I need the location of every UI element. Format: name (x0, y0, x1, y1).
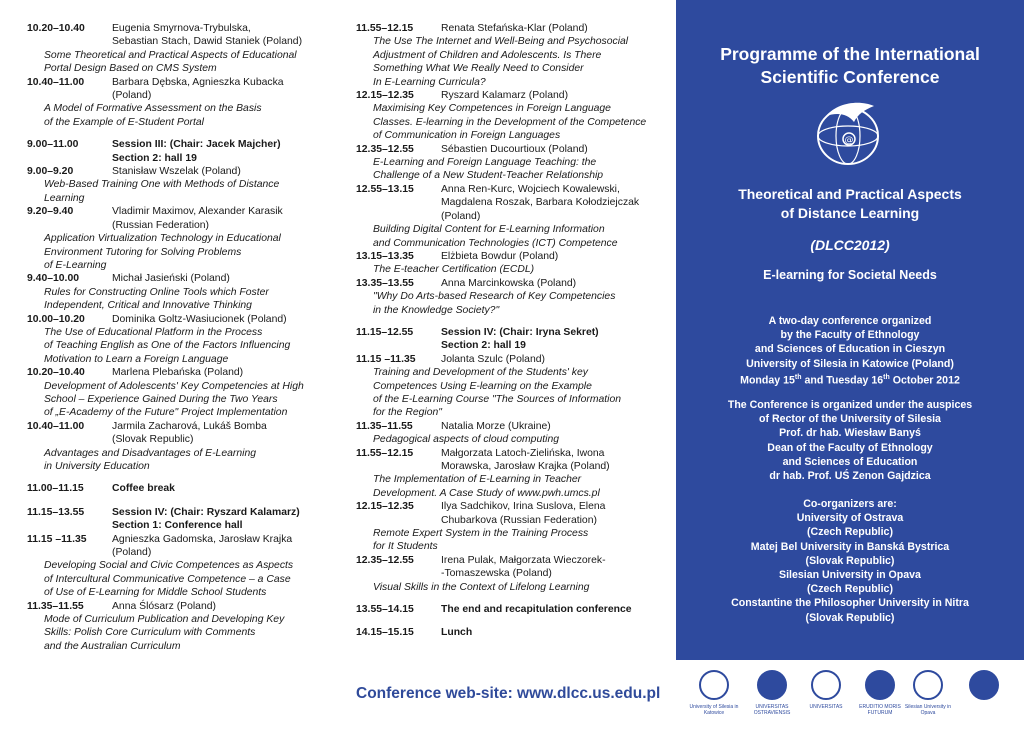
universitas-seal-logo (800, 668, 852, 710)
talk-title (356, 473, 661, 500)
title-line: Visual Skills in the Context of Lifelong Learning (373, 581, 590, 593)
university-of-silesia-icon (694, 668, 734, 702)
talk-slot (27, 420, 327, 447)
talk-slot (356, 420, 661, 433)
session-line: Coffee break (112, 483, 175, 495)
title-line: Mode of Curriculum Publication and Developing Key (44, 614, 285, 626)
talk-title (27, 286, 327, 313)
speaker-line: Morawska, Jarosław Krajka (Poland) (441, 461, 610, 472)
session-time: 14.15–15.15 (356, 627, 414, 639)
session-slot (356, 626, 661, 639)
title-line: Challenge of a New Student-Teacher Relationship (373, 170, 604, 182)
talk-speakers (112, 76, 327, 103)
logo-caption: ERUDITIO MORIS FUTURUM (859, 704, 901, 716)
title-line: The Use The Internet and Well-Being and Psychosocial (373, 36, 629, 48)
title-line: Adjustment of Children and Adolescents. Is There (373, 49, 602, 61)
talk-entry (356, 554, 661, 594)
talk-speakers (441, 183, 661, 223)
speaker-line: (Poland) (441, 210, 481, 222)
speaker-line: Ilya Sadchikov, Irina Suslova, Elena (441, 501, 606, 513)
title-line: Independent, Critical and Innovative Thinking (44, 300, 252, 312)
talk-speakers (112, 366, 327, 379)
talk-slot (356, 353, 661, 366)
title-line: and the Australian Curriculum (44, 640, 181, 652)
talk-title (356, 290, 661, 317)
talk-title (27, 559, 327, 599)
talk-time: 10.20–10.40 (27, 23, 85, 34)
title-line: Training and Development of the Students' key (373, 367, 588, 379)
talk-title (356, 263, 661, 276)
talk-speakers (112, 600, 327, 613)
talk-title (356, 102, 661, 142)
talk-entry (27, 165, 327, 205)
session-line: Lunch (441, 627, 473, 639)
logo-caption: Silesian University in Opava (904, 704, 952, 716)
session-block (356, 326, 661, 353)
talk-entry (356, 353, 661, 420)
talk-entry (27, 600, 327, 654)
talk-speakers (441, 500, 661, 527)
speaker-line: Eugenia Smyrnova-Trybulska, (112, 23, 251, 34)
session-line: Session IV: (Chair: Ryszard Kalamarz) (112, 506, 300, 518)
talk-slot (27, 76, 327, 103)
speaker-line: Natalia Morze (Ukraine) (441, 420, 551, 432)
session-info (112, 506, 327, 533)
panel-line: (Czech Republic) (807, 583, 893, 596)
title-line: Remote Expert System in the Training Process (373, 528, 589, 540)
talk-title (27, 49, 327, 76)
talk-time: 9.20–9.40 (27, 206, 74, 218)
talk-speakers (441, 250, 661, 263)
talk-slot (356, 447, 661, 474)
nitra-university-seal-logo (958, 668, 1010, 704)
talk-slot (356, 250, 661, 263)
session-slot (356, 603, 661, 616)
logo-caption: University of Silesia in Katowice (689, 704, 739, 716)
speaker-line: -Tomaszewska (Poland) (441, 568, 552, 580)
talk-speakers (441, 277, 661, 290)
panel-line: and Sciences of Education in Cieszyn (754, 343, 946, 356)
panel-line: and Sciences of Education (782, 455, 918, 468)
session-time: 9.00–11.00 (27, 139, 79, 151)
speaker-line: Magdalena Roszak, Barbara Kołodziejczak (441, 197, 640, 209)
talk-speakers (441, 554, 661, 581)
session-block (27, 138, 327, 165)
conference-subtitle: Theoretical and Practical Aspects of Distance Learning (738, 186, 962, 221)
nitra-university-seal-icon (964, 668, 1004, 702)
title-line: in University Education (44, 461, 150, 472)
panel-line: Monday 15th and Tuesday 16th October 2012 (740, 373, 960, 387)
title-line: "Why Do Arts-based Research of Key Competencies (373, 291, 616, 303)
session-info (112, 482, 327, 495)
session-slot (27, 138, 327, 165)
universitas-seal-icon (806, 668, 846, 702)
speaker-line: Sebastian Stach, Dawid Staniek (Poland) (112, 36, 303, 48)
talk-speakers (112, 22, 327, 49)
talk-title (27, 380, 327, 420)
title-line: of Teaching English as One of the Factors Influencing (44, 340, 291, 352)
speaker-line: Chubarkova (Russian Federation) (441, 514, 597, 526)
title-line: Development. A Case Study of www.pwh.umcs.pl (373, 487, 600, 499)
panel-line: Matej Bel University in Banská Bystrica (750, 540, 950, 553)
panel-line: (Slovak Republic) (805, 554, 895, 567)
session-time: 11.00–11.15 (27, 483, 84, 495)
title-line: in the Knowledge Society?" (373, 304, 500, 316)
session-line: Session III: (Chair: Jacek Majcher) (112, 139, 281, 151)
talk-title (356, 35, 661, 89)
programme-title: Programme of the International Scientific Conference (720, 44, 980, 87)
title-line: of „E-Academy of the Future" Project Implementation (44, 407, 288, 419)
title-line: Rules for Constructing Online Tools which Foster (44, 286, 269, 298)
session-block (27, 506, 327, 533)
talk-speakers (441, 420, 661, 433)
title-line: Maximising Key Competences in Foreign Language (373, 103, 611, 115)
talk-time: 12.55–13.15 (356, 183, 414, 195)
title-line: of Communication in Foreign Languages (373, 130, 561, 142)
talk-title (356, 156, 661, 183)
talk-time: 11.15 –11.35 (356, 353, 416, 365)
talk-speakers (441, 89, 661, 102)
talk-time: 11.55–12.15 (356, 447, 414, 459)
talk-time: 12.15–12.35 (356, 501, 414, 513)
talk-time: 12.15–12.35 (356, 90, 414, 102)
title-line: The Implementation of E-Learning in Teacher (373, 474, 582, 486)
panel-line: of Rector of the University of Silesia (759, 413, 941, 426)
title-line: of Use of E-Learning for Middle School Students (44, 587, 267, 599)
panel-line: (Czech Republic) (807, 526, 893, 539)
eruditio-moris-futurum-logo (854, 668, 906, 716)
speaker-line: Renata Stefańska-Klar (Poland) (441, 23, 588, 34)
auspices-info (676, 398, 1024, 483)
talk-speakers (112, 313, 327, 326)
silesian-university-opava-logo (902, 668, 954, 716)
talk-entry (27, 22, 327, 76)
talk-slot (27, 205, 327, 232)
title-line: Application Virtualization Technology in Educational (44, 233, 281, 245)
session-info (441, 603, 661, 616)
universitas-ostraviensis-icon (752, 668, 792, 702)
talk-speakers (441, 353, 661, 366)
speaker-line: (Poland) (112, 90, 152, 102)
session-line: Section 1: Conference hall (112, 520, 243, 532)
programme-column-left (27, 22, 327, 653)
title-line: for the Region" (373, 407, 442, 419)
talk-speakers (112, 205, 327, 232)
session-block (356, 626, 661, 639)
talk-slot (356, 277, 661, 290)
session-line: The end and recapitulation conference (441, 604, 632, 616)
talk-time: 10.00–10.20 (27, 313, 85, 325)
talk-entry (27, 313, 327, 367)
universitas-ostraviensis-logo (746, 668, 798, 716)
speaker-line: Stanisław Wszelak (Poland) (112, 166, 241, 178)
speaker-line: Ryszard Kalamarz (Poland) (441, 90, 569, 102)
talk-slot (356, 554, 661, 581)
speaker-line: Barbara Dębska, Agnieszka Kubacka (112, 76, 284, 88)
talk-slot (27, 165, 327, 178)
panel-line: The Conference is organized under the auspices (727, 399, 973, 411)
session-info (441, 626, 661, 639)
university-of-silesia-logo (688, 668, 740, 716)
talk-slot (27, 533, 327, 560)
talk-slot (356, 89, 661, 102)
talk-entry (27, 366, 327, 420)
speaker-line: (Russian Federation) (112, 219, 210, 231)
speaker-line: Anna Marcinkowska (Poland) (441, 277, 577, 289)
title-line: The Use of Educational Platform in the Process (44, 326, 263, 338)
panel-line: (Slovak Republic) (805, 611, 895, 624)
talk-slot (356, 143, 661, 156)
talk-time: 9.00–9.20 (27, 166, 74, 178)
talk-title (27, 178, 327, 205)
speaker-line: Dominika Goltz-Wasiucionek (Poland) (112, 313, 287, 325)
session-info (112, 138, 327, 165)
talk-slot (27, 313, 327, 326)
title-line: of Intercultural Communicative Competence – a Case (44, 573, 291, 585)
talk-title (27, 102, 327, 129)
talk-entry (356, 277, 661, 317)
title-line: for It Students (373, 541, 438, 553)
coorganizers-info (676, 497, 1024, 625)
title-line: Advantages and Disadvantages of E-Learning (44, 447, 256, 459)
title-line: Portal Design Based on CMS System (44, 63, 217, 75)
session-slot (27, 506, 327, 533)
talk-time: 12.35–12.55 (356, 554, 414, 566)
panel-line: Silesian University in Opava (779, 569, 921, 582)
speaker-line: Michał Jasieński (Poland) (112, 273, 230, 285)
talk-time: 10.20–10.40 (27, 367, 85, 379)
conference-globe-dove-icon (808, 96, 888, 168)
title-line: Classes. E-learning in the Development of the Competence (373, 116, 647, 128)
partner-logos-strip (676, 660, 1024, 730)
speaker-line: Elżbieta Bowdur (Poland) (441, 250, 559, 262)
title-line: Motivation to Learn a Foreign Language (44, 353, 229, 365)
session-slot (27, 482, 327, 495)
panel-line: Co-organizers are: (803, 498, 897, 510)
talk-title (356, 527, 661, 554)
talk-title (27, 326, 327, 366)
panel-line: A two-day conference organized (768, 315, 932, 327)
talk-entry (356, 183, 661, 250)
title-line: School – Experience Gained During the Two Years (44, 393, 278, 405)
talk-entry (356, 250, 661, 277)
speaker-line: Agnieszka Gadomska, Jarosław Krajka (112, 533, 293, 545)
talk-entry (27, 533, 327, 600)
conference-tagline: E-learning for Societal Needs (763, 268, 937, 282)
talk-entry (356, 420, 661, 447)
speaker-line: Anna Ren-Kurc, Wojciech Kowalewski, (441, 183, 620, 195)
session-time: 11.15–12.55 (356, 326, 414, 338)
title-line: Pedagogical aspects of cloud computing (373, 434, 559, 446)
talk-title (27, 232, 327, 272)
title-line: Environment Tutoring for Solving Problems (44, 246, 242, 258)
title-line: of the Example of E-Student Portal (44, 116, 204, 128)
session-time: 13.55–14.15 (356, 604, 414, 616)
programme-column-right (356, 22, 661, 640)
talk-entry (356, 447, 661, 501)
talk-title (356, 223, 661, 250)
talk-speakers (112, 420, 327, 447)
panel-line: University of Silesia in Katowice (Poland) (746, 357, 954, 370)
title-line: Learning (44, 192, 85, 204)
talk-speakers (112, 533, 327, 560)
panel-line: Prof. dr hab. Wiesław Banyś (779, 427, 921, 440)
session-line: Section 2: hall 19 (441, 340, 526, 352)
talk-title (356, 366, 661, 420)
talk-slot (27, 272, 327, 285)
title-line: Skills: Polish Core Curriculum with Comments (44, 627, 256, 639)
speaker-line: Anna Ślósarz (Poland) (112, 600, 216, 612)
talk-slot (356, 22, 661, 35)
talk-time: 9.40–10.00 (27, 273, 80, 285)
talk-time: 10.40–11.00 (27, 76, 85, 88)
title-line: and Communication Technologies (ICT) Competence (373, 237, 618, 249)
talk-entry (356, 500, 661, 554)
logo-caption: UNIVERSITAS OSTRAVIENSIS (753, 704, 791, 716)
talk-time: 11.15 –11.35 (27, 533, 87, 545)
session-line: Section 2: hall 19 (112, 152, 197, 164)
talk-time: 11.35–11.55 (356, 420, 413, 432)
talk-title (27, 613, 327, 653)
title-line: Some Theoretical and Practical Aspects of Educational (44, 49, 297, 61)
talk-speakers (112, 272, 327, 285)
speaker-line: (Slovak Republic) (112, 434, 194, 446)
talk-slot (356, 500, 661, 527)
talk-slot (356, 183, 661, 223)
talk-slot (27, 366, 327, 379)
title-line: Competences Using E-learning on the Example (373, 380, 592, 392)
speaker-line: Irena Pulak, Małgorzata Wieczorek- (441, 554, 606, 566)
conference-website[interactable]: Conference web-site: www.dlcc.us.edu.pl (356, 685, 661, 702)
title-line: E-Learning and Foreign Language Teaching: the (373, 157, 597, 169)
title-line: Something What We Really Need to Consider (373, 63, 584, 75)
panel-line: dr hab. Prof. UŚ Zenon Gajdzica (769, 470, 931, 483)
talk-title (27, 447, 327, 474)
title-line: A Model of Formative Assessment on the Basis (44, 103, 262, 115)
svg-text:@: @ (844, 135, 854, 146)
eruditio-moris-futurum-icon (860, 668, 900, 702)
speaker-line: Sébastien Ducourtioux (Poland) (441, 143, 588, 155)
talk-speakers (441, 22, 661, 35)
panel-line: University of Ostrava (796, 512, 904, 525)
session-info (441, 326, 661, 353)
talk-time: 10.40–11.00 (27, 420, 85, 432)
talk-title (356, 581, 661, 594)
speaker-line: Małgorzata Latoch-Zielińska, Iwona (441, 447, 605, 459)
talk-speakers (441, 447, 661, 474)
title-line: of the E-Learning Course "The Sources of Information (373, 393, 622, 405)
panel-line: Constantine the Philosopher University in Nitra (731, 597, 969, 610)
panel-line: Dean of the Faculty of Ethnology (767, 441, 933, 454)
talk-title (356, 433, 661, 446)
title-line: Building Digital Content for E-Learning Information (373, 224, 605, 236)
talk-entry (27, 420, 327, 474)
talk-entry (27, 272, 327, 312)
session-time: 11.15–13.55 (27, 506, 85, 518)
speaker-line: Jolanta Szulc (Poland) (441, 353, 545, 365)
title-line: Development of Adolescents' Key Competencies at High (44, 380, 304, 392)
title-line: Web-Based Training One with Methods of Distance (44, 179, 280, 191)
session-slot (356, 326, 661, 353)
talk-speakers (112, 165, 327, 178)
speaker-line: Vladimir Maximov, Alexander Karasik (112, 206, 283, 218)
talk-time: 13.15–13.35 (356, 250, 414, 262)
talk-entry (356, 143, 661, 183)
title-line: of E-Learning (44, 259, 107, 271)
talk-time: 13.35–13.55 (356, 277, 414, 289)
session-line: Session IV: (Chair: Iryna Sekret) (441, 326, 599, 338)
title-line: Developing Social and Civic Competences as Aspects (44, 560, 294, 572)
organizer-info (676, 314, 1024, 388)
talk-speakers (441, 143, 661, 156)
cover-panel (676, 0, 1024, 660)
talk-entry (27, 205, 327, 272)
talk-time: 11.35–11.55 (27, 600, 84, 612)
speaker-line: (Poland) (112, 547, 152, 559)
title-line: In E-Learning Curricula? (373, 76, 486, 88)
talk-slot (27, 600, 327, 613)
session-block (356, 603, 661, 616)
speaker-line: Jarmila Zacharová, Lukáš Bomba (112, 420, 267, 432)
talk-entry (356, 89, 661, 143)
title-line: The E-teacher Certification (ECDL) (373, 264, 535, 276)
panel-line: by the Faculty of Ethnology (780, 329, 920, 342)
talk-slot (27, 22, 327, 49)
speaker-line: Marlena Plebańska (Poland) (112, 367, 244, 379)
talk-time: 11.55–12.15 (356, 23, 414, 34)
talk-time: 12.35–12.55 (356, 143, 414, 155)
logo-caption: UNIVERSITAS (809, 704, 843, 710)
talk-entry (27, 76, 327, 130)
talk-entry (356, 22, 661, 89)
conference-code: (DLCC2012) (810, 237, 890, 253)
session-block (27, 482, 327, 495)
silesian-university-opava-icon (908, 668, 948, 702)
